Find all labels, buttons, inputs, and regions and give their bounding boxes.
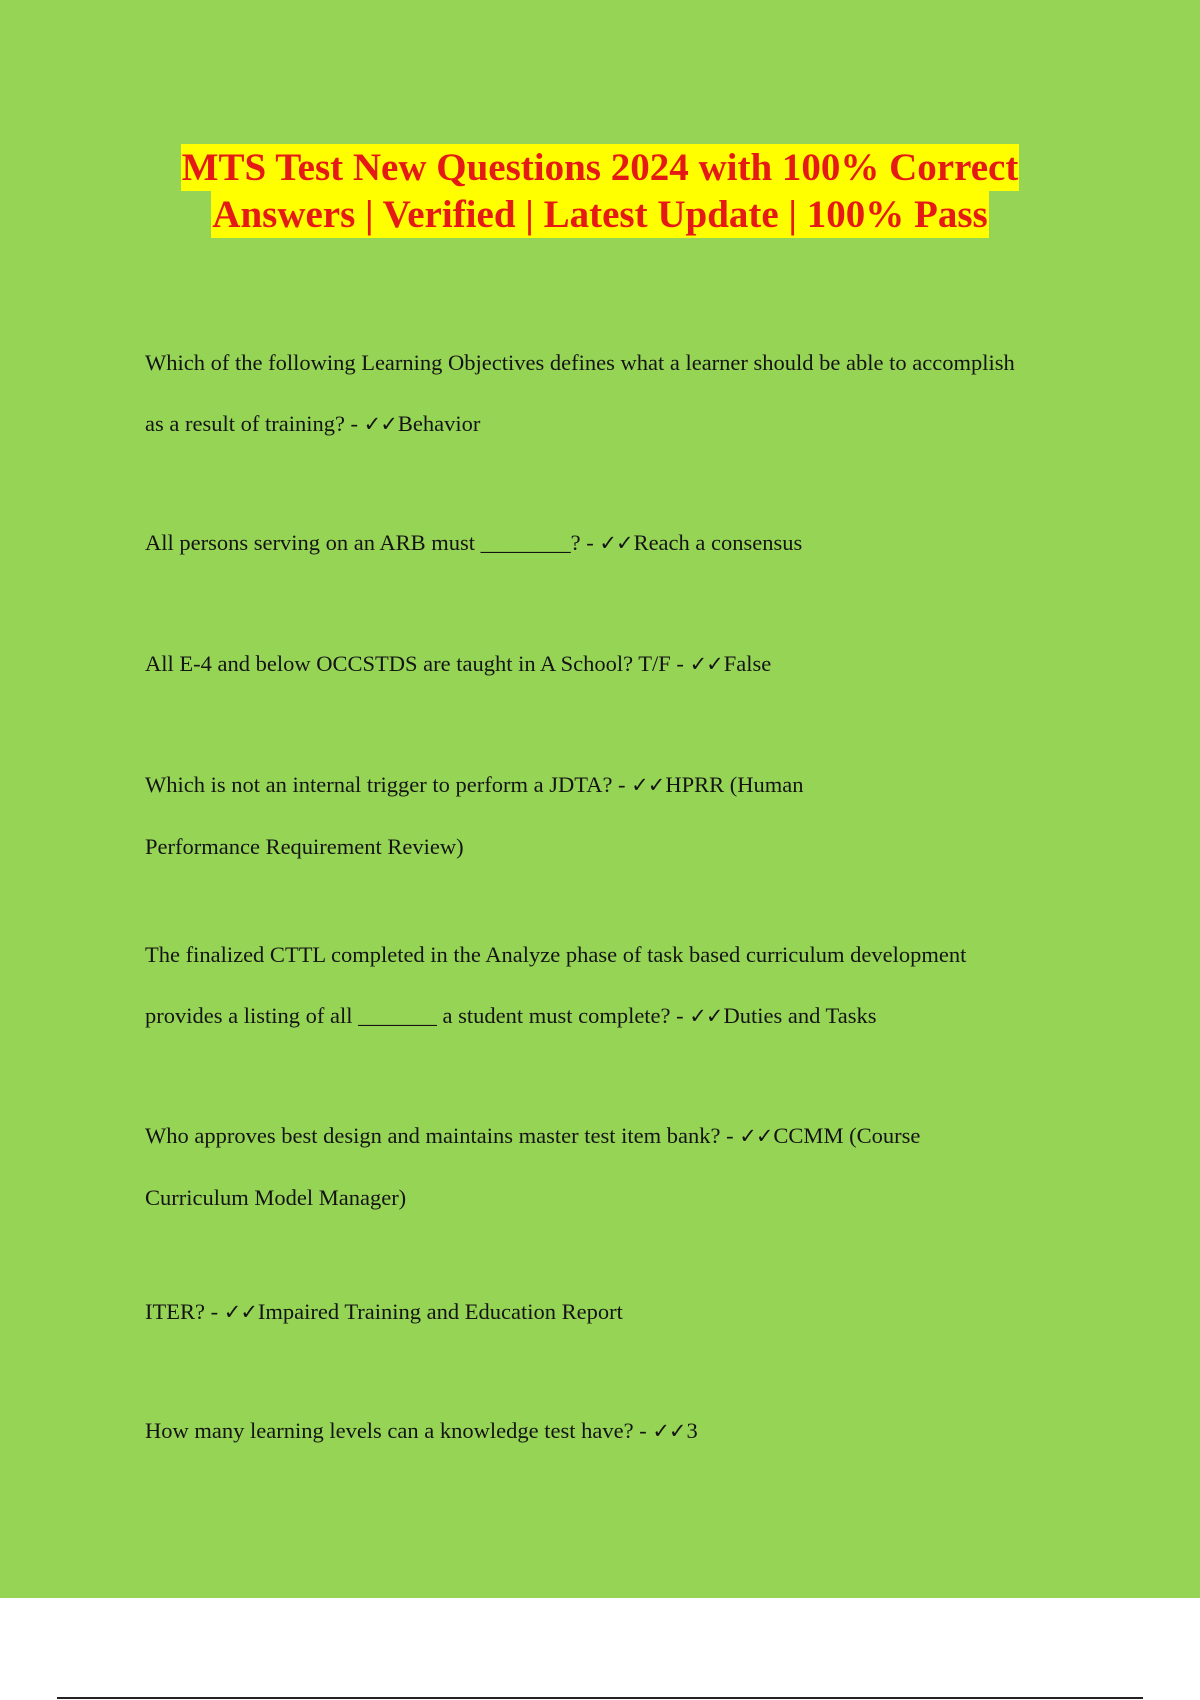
question-text: How many learning levels can a knowledge test have? - [145, 1418, 653, 1443]
question-text: provides a listing of all _______ a student must complete? - [145, 1003, 690, 1028]
qa-item [145, 924, 1105, 1047]
double-check-icon: ✓✓ [689, 1004, 723, 1028]
answer-text: Reach a consensus [633, 530, 803, 555]
question-answer-line [145, 1105, 1105, 1167]
title-line-2: Answers | Verified | Latest Update | 100% Pass [212, 193, 988, 236]
question-text: Who approves best design and maintains master test item bank? - [145, 1123, 740, 1148]
answer-text-continued: Curriculum Model Manager) [145, 1185, 407, 1210]
qa-item [145, 512, 1105, 574]
qa-item [145, 1400, 1105, 1462]
double-check-icon: ✓✓ [652, 1419, 686, 1443]
answer-text: Behavior [397, 411, 481, 436]
question-answer-line [145, 633, 1105, 695]
double-check-icon: ✓✓ [363, 412, 397, 436]
answer-text-continued: Performance Requirement Review) [145, 834, 464, 859]
question-answer-line [145, 512, 1105, 574]
answer-text: HPRR (Human [665, 772, 804, 797]
qa-item [145, 1281, 1105, 1343]
question-text: Which is not an internal trigger to perform a JDTA? - [145, 772, 632, 797]
double-check-icon: ✓✓ [223, 1300, 257, 1324]
answer-text: Duties and Tasks [723, 1003, 877, 1028]
qa-item [145, 633, 1105, 695]
title-line-1: MTS Test New Questions 2024 with 100% Correct [181, 146, 1019, 189]
question-text: Which of the following Learning Objectives defines what a learner should be able to accomplish [145, 350, 1015, 375]
document-title [0, 144, 1200, 238]
double-check-icon: ✓✓ [689, 652, 723, 676]
question-text: All persons serving on an ARB must ________? - [145, 530, 600, 555]
question-answer-line [145, 985, 1105, 1047]
question-text: as a result of training? - [145, 411, 364, 436]
question-answer-line [145, 754, 1105, 816]
qa-item [145, 754, 1105, 877]
question-text: All E-4 and below OCCSTDS are taught in A School? T/F - [145, 651, 690, 676]
answer-text: CCMM (Course [773, 1123, 921, 1148]
answer-text: 3 [686, 1418, 698, 1443]
answer-text: Impaired Training and Education Report [257, 1299, 623, 1324]
question-answer-line [145, 1400, 1105, 1462]
double-check-icon: ✓✓ [631, 773, 665, 797]
qa-item [145, 1105, 1105, 1228]
question-text: ITER? - [145, 1299, 224, 1324]
footer-divider [57, 1697, 1143, 1699]
double-check-icon: ✓✓ [739, 1124, 773, 1148]
double-check-icon: ✓✓ [599, 531, 633, 555]
answer-text: False [723, 651, 772, 676]
qa-item [145, 332, 1105, 455]
question-answer-line [145, 1281, 1105, 1343]
question-text: The finalized CTTL completed in the Analyze phase of task based curriculum development [145, 942, 967, 967]
question-answer-line [145, 393, 1105, 455]
